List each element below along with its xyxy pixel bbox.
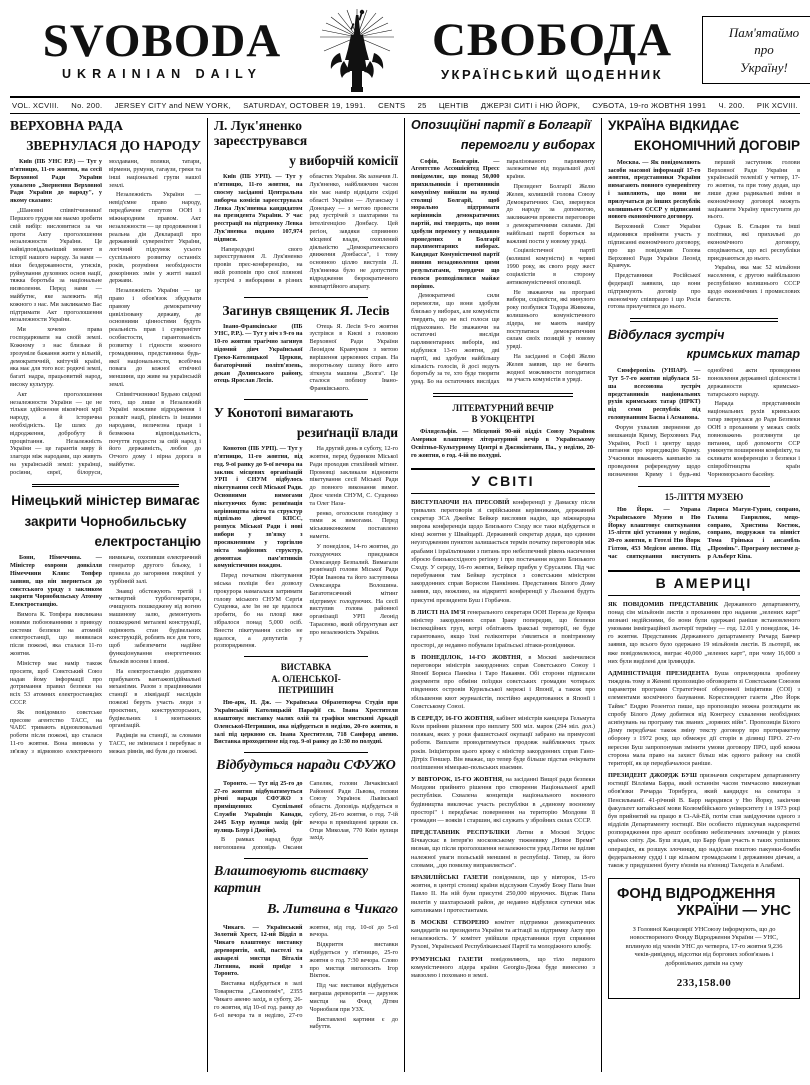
paragraph: Виставка відбудеться в залі Товариства „Самопоміч", 2355 Чикаго авеню захід, в суботу, 26-го жовтня, від 10-ої год. ранку до 6-ої вечора та в неділю, 27-го жовтня, від год. 10-ої до 5-ої вечора. [214,923,398,1019]
article-verkhovna-rada [10,118,201,477]
folio-city-en: JERSEY CITY and NEW YORK, [114,101,231,110]
paragraph: Симферопіль (УНІАР). — Тут 5-7-го жовтня відбулася 51-ша всесоюзна зустріч представників національних рухів кримських татар (НРКТ) від семи республік під головуванням Басва і Асманова. [608,367,701,422]
article-chornobyl [10,493,201,756]
news-item-lead: БРАЗИЛІЙСЬКІ ГАЗЕТИ [411,873,488,881]
paragraph: Відкриття виставки відбудеться у п'ятницю, 25-го жовтня о год. 7:30 вечора. Слово про мистця виголосить Ігор Віктюк. [309,941,398,980]
news-item [411,919,595,952]
headline: Загинув священик Я. Лесів [222,302,390,318]
paragraph: „Шановні співвітчизники! Першого грудня ми маємо зробити свій вибір: висловитися за чи проти Акту проголошення незалежности України. Це найвідповідальніший момент в історії нашого народу. За нами — віки бездержавности, утисків, руйнування духовних основ нації, тяжка боротьба за національне визволення. Перед нами — майбутнє, яке залежить від кожного з нас. Ми закликаємо Вас підтримати Акт проголошення незалежности України. [10,207,103,324]
article-body [608,506,800,562]
news-item-lead: АДМІНІСТРАЦІЯ ПРЕЗИДЕНТА [608,669,710,677]
ad-title-line-1: ФОНД ВІДРОДЖЕННЯ [617,886,776,903]
masthead [0,0,810,90]
news-item-text: Державного департаменту, понад сім мільйонів листів з проханням про надання „зелених карт" визнані недійсними, бо вони були одержані раніше встановленого умовами імміграційної льотерії терміну — год. 12.01 у понеділок, 14-го жовтня. Представник Державного департаменту Ричард Бавчер заявив, що всього було одержано 19 мільйонів листів. В льотерії, як вже повідомлялося, виграє 40,000 „зелених карт", при чому 16,000 з них були виділені для ірляндців. [608,600,800,665]
column-3 [404,118,601,1072]
article-crimean-tatars [608,328,800,480]
news-item-lead: В ПОНЕДІЛОК, 14-ГО ЖОВТНЯ [411,653,521,661]
masthead-subtitle-en: UKRAINIAN DAILY [62,67,262,82]
news-item-text: комітет підтримки демократичних кандидатів на президента України та агітації за підтримку Акту про незалежність. У комітет увійшли представники груп сприяння Рухові, Української Республіканської Партії та молодіжного клюбу. [411,918,596,951]
promo-line-1: Пам'ятаймо [728,24,800,40]
article-separator [244,399,368,400]
paragraph: Київ (ПБ УНС Р.Р.) — Тут у п'ятницю, 11-го жовтня, на сесії Верховної Ради України ухвалено „Звернення Верховної Ради України до народу", у якому сказано: [10,158,102,205]
article-separator [244,656,368,657]
headline: Відбудуться наради СФУЖО [216,758,396,774]
paragraph: Верховний Совєт України відмовився прийняти участь у підписанні економічного договору, про що повідомив Голова Верховної Ради України Леонід Кравчук. [608,223,701,270]
news-item-lead: В ЛИСТІ НА ІМ'Я [411,608,466,616]
headline-line-2: ЕКОНОМІЧНИЙ ДОГОВІР [634,138,800,154]
paragraph: Івано-Франківське (ПБ УНС, Р.Р.). — Тут у ніч з 9-го на 10-го жовтня трагічно загинув відомий діяч Української Греко-Католицької Церкви, багаторічний політв'язень, декан Долинського району, отець Ярослав Лесів. [214,322,303,385]
column-4 [601,118,800,1072]
article-separator [244,297,368,298]
news-item-lead: ВИСТУПАЮЧИ НА ПРЕСОВІЙ [411,498,510,506]
headline-line-1: Опозиційні партії в Болгарії [411,118,591,132]
headline: 15-ЛІТТЯ МУЗЕЮ [664,491,744,502]
news-item-text: , на засіданні Вищої ради безпеки Молдови прийнято рішення про створення Національної армії республіки. Схвалена концепція національного воєнного будівництва виключає участь республіки в „єдиному воєнному просторі" і передбачає повернення на територію Молдови її громадян — вояків і старшин, які служать у збройних силах СССР. [411,776,595,824]
folio-date-uk: СУБОТА, 19-го ЖОВТНЯ 1991 [592,101,707,110]
article-body [608,367,800,479]
ad-body: З Головної Канцелярії УНСоюзу інформують, що до новоствореного Фонду Відродження України — УНС, вплинуло від членів УНС до четверга, 17-го жовтня 9,236 чеків-дивіденд, відсотки від боргових зобов'язань і добровільних датків на суму [625,925,783,967]
article-separator [433,393,573,397]
paragraph: Ню-арк, Н. Дж. — Українська Образотворча Студія при Українській Католицькій Парафії св. Івана Хрестителя влаштовує виставку малих олій та графіки мисткині Аркадії Оленської-Петришин, яка відбудеться в неділю, 20-го жовтня, в залі під церквою св. Івана Хрестителя, 718 Санфорд авеню. Виставка проходитиме від год. 9-ої ранку до 1:30 по полудні. [214,699,398,746]
news-item-lead: В СЕРЕДУ, 16-ГО ЖОВТНЯ [411,714,493,722]
section-title-world: У СВІТІ [471,472,535,489]
article-separator [244,752,368,753]
content-grid [0,114,810,1072]
news-item-text: повідомили, що у вівторок, 15-го жовтня, в центрі столиці країни відслужив Службу Божу Папа Іван Павло ІІ. На ній були присутні 250,000 віруючих. Відтак Папа вилетів у шахтарський район, де недавно відбулися сутички між католиками і протестантами. [411,873,595,914]
masthead-title-uk: СВОБОДА [431,14,673,67]
headline-line-3: ПЕТРИШИН [278,684,334,695]
headline-line-1: Влаштовують виставку картин [214,864,369,896]
paragraph: Президент Болгарії Желю Желев, колишній голова Союзу Демократичних Сил, звернувся до народу за допомогою, закликаючи провести переговори з демократичними силами. Дві найбільші партії борються за важливі пости у новому уряді. [506,182,595,245]
article-museum-anniversary [608,492,800,562]
news-item [411,776,595,825]
paragraph: Радіяція на станції, за словами ТАСС, не змінилася і перебуває в межах рівнів, які були до пожежі. [109,732,201,755]
paragraph: Напередодні свого зареєстрування Л. Лук'яненко провів прес-конференцію, на якій розповів про свої плянові зустрічі з виборцями в різних областях України. Як зазначив Л. Лук'яненко, найближчим часом він має намір відвідати східні області України — Луганську і Донецьку — з метою провести ряд зустрічей з шахтарями та інтелігенцією Донбасу. Цей регіон, завдяки сприянню місцевої влади, охоплений діяльністю „Демократического движения Донбасса", і тому основною ціллю виступів Л. Лук'яненка було не допустити відродження бюрократичного компартійного апарату. [214,173,398,290]
paragraph: У понеділок, 14-го жовтня, до голодуючих приєднався Олександер Безпалий. Вимагали резиґнації голови Міської Ради Юрія Іванова та його заступника Олександра Волошина. Багатотисячний мітинг підтримує голодуючих. На сесії виступив голова районної організації УРП Леонід Тарасенко, який обґрунтував акт про незалежність України. [309,542,398,636]
paragraph: Філядельфія. — Місцевий 90-ий відділ Союзу Українок Америки влаштовує літературний вечір в Українському Освітньо-Культурному Центрі в Джснкінтавн, Па., у неділю, 20-го жовтня, о год. 4-ій по полудні. [411,428,595,459]
article-body [214,445,398,650]
article-lukianenko [214,118,398,291]
masthead-title-en: SVOBODA [42,14,282,67]
folio-date-en: SATURDAY, OCTOBER 19, 1991. [243,101,366,110]
paragraph: Бонн, Німеччина. — Міністер охорони довкілля Німеччини Клявс Топфер заявив, що він звернеться до совєтського уряду з закликом закрити Чорнобильську Атомну Електростанцію. [10,554,102,609]
headline-line-1: ВИСТАВКА [280,662,332,673]
headline-line-2: А. ОЛЕНСЬКОЇ- [271,673,341,684]
paragraph: На другий день в суботу, 12-го жовтня, перед будинком Міської Ради проходив стихійний мітинг. Промовці закликали відновити пікетування сесії Міської Ради до повного виконання вимог. Двоє членів СНУМ, С. Сущенко та Олег Наза- [309,445,398,507]
paragraph: Софія, Болгарія. — Агентство Ассошієйтед Пресс повідомляє, що понад 50,000 прихильників і противників комунізму вийшли на вулиці столиці Болгарії, щоб морально підтримати керівників демократичних партій, які твердять, що вони здобули перемогу у нещодавно проведених в Болгарії парляментарних виборах. Кандидат Комуністичної партії виявив незадоволення цими результатами, твердячи що голоси розподілилися майже порівно. [411,157,500,290]
headline-line-2: кримських татар [686,347,800,362]
paragraph: Нарада представників національних рухів кримських татар звернулася до Ради Безпеки ООН з проханням у межах своїх повноважень розглянути це питання, щоб допомогти ССР уникнути поширення конфлікту, та скликати конференцію з безпеки і співробітництва країн Чорноморського басейну. [707,400,800,478]
news-item-lead: ПРЕДСТАВНИК РЕСПУБЛІКИ [411,829,510,837]
article-olenska-exhibition [214,662,398,746]
headline-line-1: ВЕРХОВНА РАДА [10,118,124,133]
paragraph: Не зважаючи на програні вибори, соціялісти, які минулого року позбулися Тодора Живкова, колишнього комуністичного лідера, не мають наміру поступатися демократичним силам своїх позицій у новому уряді. [506,288,595,351]
news-item [411,829,595,870]
news-item-lead: У ВІВТОРОК, 15-ГО ЖОВТНЯ [411,776,503,784]
folio-price-number: 25 [417,101,427,110]
paragraph: Демократичні сили перемогли, що вони здобули близько у виборах, але комуністи твердять, що не всі голоси ще підраховано. Не зважаючи на остаточні висліди парляментарних виборів, які відбулися 13-го жовтня, дві партії, які здобули найбільшу кількість голосів, й досі ведуть боротьбу за те, хто буде творити уряд. Бо на остаточних вислідах паралізованого парляменту залежатиме від подальшої долі країни. [411,157,595,386]
paragraph: ренко, оголосили голодівку з тими ж вимогами. Перед міськвиконкомом поставлено намети. [309,509,398,541]
paragraph: Форум ухвалив звернення до мешканців Криму, Верховних Рад України, Росії і центру щодо питання про юрисдикцію Криму. Учасники вважають кампанію за проведення референдуму щодо визначення Криму і будь-які однобічні акти проведення поновлення державної цілісности і державности кримсько-татарського народу. [608,367,800,478]
article-body [10,554,201,756]
news-item-lead: В МОСКВІ СТВОРЕНО [411,918,489,926]
folio-number: No. 200. [71,101,103,110]
news-item-lead: ПРЕЗИДЕНТ ДЖОРДЖ БУШ [608,772,697,780]
promo-line-3: Україну! [740,59,788,75]
folio-rik: РІК XCVIII. [756,101,798,110]
paragraph: Представники Російської федерації заявили, що вони підтримують договір про економічну співпрацю і що Росія готова прилучитися до нього. [608,272,701,311]
headline-line-1: Німецький міністер вимагає [11,493,200,509]
paragraph: Конотоп (ПБ УРП). — Тут у п'ятницю, 11-го жовтня, від год. 9-ої ранку до 9-ої вечора на заклик місцевих організацій УРП і СНУМ відбулось пікетування сесії Міської Ради. Основними вимогами пікетуючих були: резиґнація керівництва міста та структур підпільно діючої КПСС, розпуск Міської Ради і нові вибори у зв'язку з просякненням у торгівлю міста мафіозних структур, демонтаж пам'ятників комуністичним вождям. [214,445,303,570]
paragraph: На електростанцію додатково прибувають вантажопідіймальні механізми. Разом з працівниками станції в ліквідації наслідків пожежі беруть участь люди з проєктних, конструкторських, будівельних і монтажних організацій. [109,667,201,730]
article-body [214,323,398,393]
news-item [411,609,595,650]
folio-price-uk: ЦЕНТІВ [438,101,469,110]
news-item [411,654,595,711]
masthead-ukrainian [402,14,702,82]
paragraph: Незалежність України — це право і обов'язок збудувати правову демократичну цивілізовану державу, де основними цінностями будуть реальність прав і суверенітет особистости, гарантованість розвитку і гідности кожного громадянина, представника будь-якої національности, всебічна повага до кожної етнічної меншини, що живе на українській землі. [109,287,201,388]
news-item-lead: РУМУНСЬКІ ГАЗЕТИ [411,955,483,963]
paragraph: Україна, яка має 52 мільйони населення, є другою найбільшою республікою колишнього СССР щодо економічних і промислових багатств. [707,264,800,303]
paragraph: Співвітчизники! Будьмо свідомі того, що лише в Незалежній Україні можливе відродження і розквіт нації, рівність із іншими народами, величезна праця і безмежна відповідальність, почуття гордости за свій народ і його державність, любов до Отчого дому і вірна дорога в майбутнє. [109,390,201,469]
news-item [411,874,595,915]
news-item [411,715,595,772]
headline-line-2: резиґнації влади [296,425,398,441]
article-sfuzho [214,758,398,852]
headline-line-2: у виборчій комісії [289,153,398,169]
paragraph: Акт проголошення незалежности України — це не тільки здійснення віковічної мрії народу, а й історична необхідність. Це шлях до відродження, добробуту й процвітання. Незалежність України — це гарантія миру й злагоди між народами, що живуть на українській землі: українці, росіяни, євреї, білоруси, молдавани, поляки, татари, вірмени, румуни, гагаузи, греки та інші національні групи нашої землі. [10,158,201,476]
paragraph: Під час виставки відбудеться виграша дереворитів — дарунок мистця на Фонд Дітям Чорнобиля при УЗХ. [309,982,398,1013]
paragraph: Ми хочемо права господарювати на своїй землі. Кожному з нас близьке й зрозуміле бажання жити у вільній, демократичній, квітучій країні, яка має для того все: родючі землі, багаті надра, працьовитий народ, високу культуру. [10,326,102,388]
headline-line-1: У Конотопі вимагають [214,404,354,420]
masthead-subtitle-uk: УКРАЇНСЬКИЙ ЩОДЕННИК [440,66,664,82]
article-economic-treaty [608,118,800,311]
paragraph: Знавці обстежують третій і четвертий турбогенератори, очищують пошкоджену від вогню машинову залю, демонтують пошкоджені металеві конструкції, оцінюють стан будівельних конструкцій, роблять все для того, щоб забезпечити надійне функціонування енергетичних бльоків восени і взимі. [109,587,201,665]
headline-line-2: перемогли у виборах [460,137,595,152]
news-item [411,956,595,981]
ad-title-line-2: УКРАЇНИ — УНС [676,902,791,919]
paragraph: Незалежність України — невід'ємне право народу, передбачене статутом ООН і міжнародним правом. Акт незалежности — це продовження і реальна дія Декларації про державний суверенітет України, логічний підсумок усього суспільного розвитку останніх років, розуміння необхідности докорінних змін у житті нашої держави. [109,191,201,285]
article-literary-evening [411,403,595,460]
article-body [10,158,201,477]
news-item-text: , в Москві закінчилися переговори міністрів закордонних справ Совєтського Союзу і Японії Бориса Панкіна і Таро Накаями. Обі сторони підписали документи про обміни поїздки совєтських громадян чотирьох південних островів Курильської мережі і Японії, а також про збільшення квот журналістів, постійно акредитованих в Японії і Совєтському Союзі. [411,653,595,710]
masthead-english [12,14,312,82]
news-item [608,772,800,870]
paragraph: Соціялістичної партії (колишні комуністи) в червні 1990 року, як свого роду жест соціялістів в сторону антикомуністичної опозиції. [506,247,595,286]
headline-line-2: В. Литвина в Чикаго [267,902,398,918]
paragraph: Київ (ПБ УРП). — Тут у п'ятницю, 11-го жовтня, на своєму засіданні Центральна виборча комісія зареєструвала Левка Лук'яненка кандидатом на президента України. У час реєстрації на підтримку Левка Лук'яненка подано 107,974 підписи. [214,173,303,243]
paragraph: Москва. — Як повідомляють засоби масової інформації 17-го жовтня, представники України вимагають повного суверенітету і заявляють, що вони не прилучаться до інших республік колишнього СССР у підписанні нового економічного договору. [608,158,701,221]
article-body [214,699,398,746]
folio-price-label: CENTS [378,101,406,110]
paragraph: Однак Б. Єльцин та інші політики, які прихильні до економічного договору, сподіваються, що всі республіки приєднаються до нього. [707,223,800,262]
article-lytvyn-exhibition [214,864,398,1031]
article-bulgaria-elections [411,118,595,386]
headline-line-2: В УОКЦЕНТРІ [471,414,535,424]
ad-amount: 233,158.00 [676,976,732,989]
america-news-list [608,601,800,871]
headline-line-1: Л. Лук'яненко зареєструвався [214,118,308,149]
paragraph: Чикаго. — Український Золотий Хрест, 12-ий Відділ в Чикаго влаштовує виставку дереворитів, олії, пастелі та акварелі мистця Віталія Литвина, який приїде з Торонто. [214,923,303,978]
paragraph: Як повідомило совєтське пресове агентство ТАСС, на ЧАЕС тривають відновлювальні роботи після пожежі, що сталася 11-го жовтня. Вона виникла у зв'язку з відмовою електричного вимикача, охопивши електричний генератор другого бльоку, і привела до загоряння покрівлі у турбінній залі. [10,554,201,755]
folio-bar [0,98,810,113]
section-band-world [411,468,595,494]
paragraph: Ню Йорк. — Управа Українського Музею в Ню Йорку влаштовує святкування 15-ліття цієї установи у неділю, 20-го жовтня, в Готелі Ню Йорк Гілтон, 453 Медісон авеню. Під час святкування виступить Ляриса Магун-Гурин, сопрано, Галина Гаврилюк, мецо-сопрано, Христина Костюк, сопрано, подружжя та піяніст Тома Грінька і ансамбль „Промінь". Програму вестиме д-р Альберт Кіпа. [608,505,800,560]
article-body [214,780,398,852]
news-item-text: , кабінет міністрів канцлера Гельмута Коля прийняв рішення про виплату 500 міл. марок (294 міл. дол.) полякам, яких у роки фашистської окупації забрано на примусові роботи. Виплати проводитимуться продовж найближчих трьох років. Ініціятором цього кроку є міністер закордонних справ Гано-Дітріх Геншер. Він вважає, що тепер буде більше підстав очікувати поліпшення німецько-польських взаємин. [411,714,595,771]
article-separator [638,486,770,487]
headline-line-2: закрити Чорнобильську [24,513,187,529]
fund-advertisement [608,878,800,999]
masthead-promo-box [702,16,810,85]
headline-line-3: електростанцію [94,533,201,549]
paragraph: Отець Я. Лесів 9-го жовтня зустрівся в Києві з головою Верховної Ради України Леонідом Кравчуком з метою вирішення церковних справ. На зворотньому шляху його авто зіткнула машина „Волга". Це сталося поблизу Івано-Франківського. [309,322,398,393]
article-body [214,924,398,1032]
folio-ch: Ч. 200. [718,101,745,110]
paragraph: Виставлені картини є до набуття. [309,1015,398,1031]
news-item-text: Буша оприлюднила зроблену тиждень тому в Женеві пропозицію обговорити зі Совєтським Союзом параметри програми Стратегічної оборонної ініціятиви (СОІ) з елементами космічного базування. Кореспондент газети „Ню Йорк Таймс" Ендрю Розентол пише, що пропозицію можна розглядати як спробу Білого Дому добитися від Конгресу схвалення необхідних асиґнувань на програму так званих „зоряних війн". Пропозиція Білого Дому передбачає також зміну тексту договору про протиракетну оборону з 1972 року, що обмежує дії сторін в ділянці ПРО. 27-го вересня Буш запропонував змінити умови договору ПРО, щоб кожна сторона мала право на захист більш ніж одного району на своїй території, як це передбачалося раніше. [608,669,800,767]
news-item-lead: ЯК ПОВІДОМИВ ПРЕДСТАВНИК [608,600,719,608]
paragraph: Торонто. — Тут від 25-го до 27-го жовтня відбуватимуться річні наради СФУЖО з приміщеннях Суспільної Служби Українців Канади, 2445 Блур вулиця захід (ріг вулиць Блур і Джейн). [214,779,303,834]
section-band-america [608,570,800,596]
world-news-list [411,499,595,980]
article-body [411,158,595,387]
news-item-text: повідомляють, що тіло першого комуністичного лідера країни Georgiu-Дежа буде винесено з мавзолею і поховано в землі. [411,955,595,979]
news-item-text: призначив секретарем департаменту юстиції Вілліяма Барра, який останнім часом тимчасово виконував обов'язки Ричарда Торнбурга, який кандидує на сенатора з Пенсильванії. 41-річний В. Барр народився у Ню Йорку, закінчив факультет китайської мови Колюмбійського університету і в 1973 році був прийнятий на працю в Сі-Ай-Ей, потім став завідуючим одного з відділів Департаменту юстиції. Він особисто підписував надсекретні розпорядження про арешт особливо небезпечних злочинців у різних країнах світу. Дж. Буш згадав, що Барр брав участь в таких успішних операціях, як розшук злочинця, що надіслав поштою пакунки-бомби федеральному судді і ще кільком громадським і державним діячам, а також у придушенні бунту в'язнів на в'язниці Талєдеґа в Алабамі. [608,772,801,869]
paragraph: Вимога К. Топфера викликана новими побоюваннями з приводу системи безпеки на атомній електростанції, що виявилася після пожежі, яка сталася 11-го жовтня. [10,611,102,658]
headline-line-1: УКРАЇНА ВІДКИДАЄ [608,118,740,133]
article-body [608,159,800,311]
article-separator [244,858,368,859]
news-item [411,499,595,605]
section-title-america: В АМЕРИЦІ [655,574,753,591]
promo-line-2: про [754,42,774,58]
article-body [411,428,595,459]
news-item [608,670,800,768]
article-separator [32,484,179,488]
statue-of-liberty-trident-emblem [312,7,402,93]
paragraph: Міністер має намір також просити, щоб Совєтський Союз надав йому інформації про дотримання правил безпеки на всіх 53 атомних електростанціях СССР. [10,659,102,706]
headline-line-1: ЛІТЕРАТУРНИЙ ВЕЧІР [452,402,554,413]
news-item-text: конференції у Дамаску після тривалих переговорів зі сирійськими керівниками, державний секретар ЗСА Джеймс Бейкер висловив надію, що міжнародна мирова конференція щодо Близького Сходу все таки відбудеться в кінці жовтня у Швайцарії. Державний секретар додав, що єдиним неузгодженим пунктом залишається термін початку переговорів між арабами і ізраїльтянами з питань про небезпечний рівень насичення зброєю близькосхідного регіону і про постачання водою Близького Сходу. У середу, 16-го жовтня, Бейкер прибув у Єрусалим. Під час перебування там Бейкер зустрівся з совєтським міністром закордонних справ Борисом Панкіним. Представник Білого Дому заявив, що, можливо, на відкритті конференції у Льозанні будуть присутні президенти Буш і Горбачов. [411,498,595,604]
column-2 [207,118,404,1072]
article-separator [630,318,778,322]
article-konotop [214,405,398,650]
folio-city-uk: ДЖЕРЗІ СИТІ і НЮ ЙОРК, [480,101,581,110]
headline-line-2: ЗВЕРНУЛАСЯ ДО НАРОДУ [26,138,201,154]
headline-line-1: Відбулася зустріч [608,327,725,342]
column-1 [10,118,207,1072]
paragraph: перший заступник голови Верховної Ради України в українській телевізії у четвер, 17-го жовтня, та при тому додав, що лише дуже радикальні зміни в економічному договорі можуть зацікавити Україну приступити до нього. [707,158,800,221]
article-body [214,173,398,290]
news-item-text: Литви в Москві Згідюс Бічкаускас в інтерв'ю московському тижневику „Новое Время" визнав, що після проголошення незалежности уряд Литви не вділив належної уваги польській меншині в республіці. Тепер, за його словами, „цю помилку виправляється". [411,829,595,869]
article-lesiv [214,303,398,393]
folio-volume: VOL. XCVIII. [12,101,60,110]
news-item [608,601,800,666]
paragraph: Перед початком пікетування міська поліція без дозволу прокурора намагалася затримати голову міського СНУМ Сергія Сущенка, але їм не це вдалося зробити, бо на площі вже зібралося понад 5,000 осіб. Внести пікетування сесію не вдалося, а депутатів у розпорядження. [214,572,303,650]
paragraph: В рамках нарад буде виголошена доповідь Оксани Сапеляк, голови Личаківської Районної Ради Львова, голови Союзу Українок Львівської области. Доповідь відбудеться в суботу, 26-го жовтня, о год. 7-ій вечора в приміщенні церкви св. Отця Миколая, 770 Квін вулиця захід. [214,779,398,852]
news-item-text: генерального секретаря ООН Переза де Куеяра міністер закордонних справ Іраку попередив, що безпеки інспекційних груп, котрі облітають іракські території, не буде гарантовано, якщо їхні гелікоптери з'являться в повітряному просторі, де недавно побували ізраїльські літаки-розвідники. [411,608,595,649]
paragraph: На засіданні в Софії Желю Желев заявив, що не бачить жодної можливости погодитися на участь комуністів в уряді. [506,353,595,384]
